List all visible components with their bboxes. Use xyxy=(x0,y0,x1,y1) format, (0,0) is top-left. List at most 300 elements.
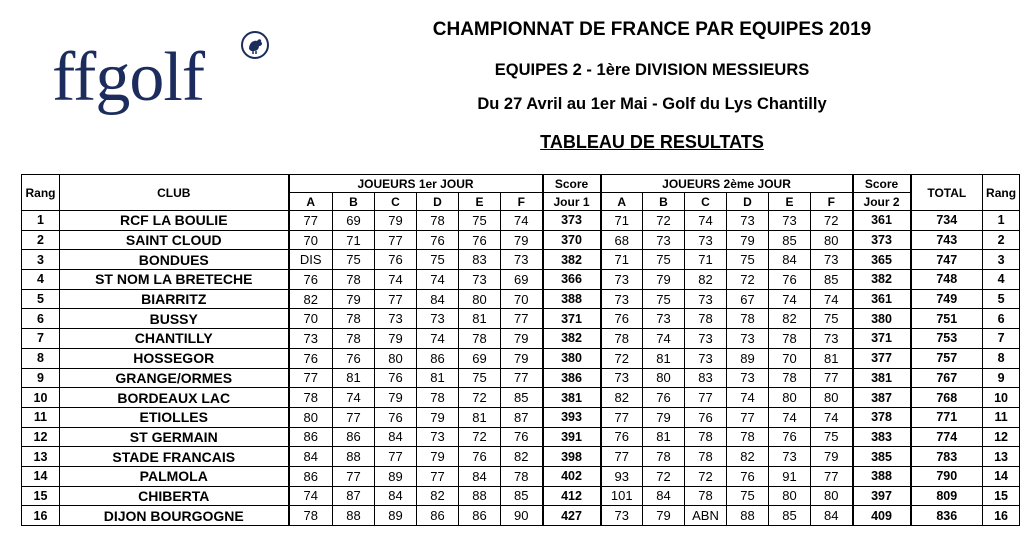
club-cell: CHANTILLY xyxy=(60,329,289,349)
day2-player-a-score: 77 xyxy=(601,447,643,467)
results-table xyxy=(21,174,1020,526)
rank-right-cell: 7 xyxy=(983,329,1020,349)
club-cell: BUSSY xyxy=(60,309,289,329)
player-d-header-day1: D xyxy=(417,193,459,211)
total-cell: 753 xyxy=(911,329,983,349)
club-cell: CHIBERTA xyxy=(60,486,289,506)
day1-player-b-score: 87 xyxy=(333,486,375,506)
day1-player-b-score: 78 xyxy=(333,309,375,329)
score-day1-cell: 388 xyxy=(543,289,601,309)
day1-player-a-score: 76 xyxy=(289,348,333,368)
day1-player-f-score: 87 xyxy=(501,407,543,427)
day1-player-d-score: 73 xyxy=(417,427,459,447)
rank-right-cell: 1 xyxy=(983,211,1020,231)
day1-player-b-score: 79 xyxy=(333,289,375,309)
score-day1-cell: 373 xyxy=(543,211,601,231)
rank-cell: 11 xyxy=(22,407,60,427)
total-cell: 748 xyxy=(911,270,983,290)
rank-right-cell: 4 xyxy=(983,270,1020,290)
day1-player-f-score: 79 xyxy=(501,348,543,368)
day1-player-d-score: 78 xyxy=(417,211,459,231)
table-row xyxy=(22,309,1020,329)
score-day1-cell: 386 xyxy=(543,368,601,388)
day2-player-f-score: 84 xyxy=(811,506,853,526)
table-row xyxy=(22,230,1020,250)
day2-player-f-score: 85 xyxy=(811,270,853,290)
total-cell: 751 xyxy=(911,309,983,329)
score-day1-cell: 380 xyxy=(543,348,601,368)
day2-player-c-score: 78 xyxy=(685,486,727,506)
club-cell: STADE FRANCAIS xyxy=(60,447,289,467)
day2-player-b-score: 78 xyxy=(643,447,685,467)
table-row xyxy=(22,250,1020,270)
day1-player-d-score: 74 xyxy=(417,329,459,349)
score-day2-header-top: Score xyxy=(853,175,911,193)
day2-player-c-score: 78 xyxy=(685,309,727,329)
day1-player-d-score: 81 xyxy=(417,368,459,388)
day2-player-b-score: 75 xyxy=(643,250,685,270)
day1-player-e-score: 88 xyxy=(459,486,501,506)
day2-player-c-score: 77 xyxy=(685,388,727,408)
rank-right-cell: 13 xyxy=(983,447,1020,467)
day2-player-b-score: 81 xyxy=(643,427,685,447)
day1-player-e-score: 72 xyxy=(459,427,501,447)
day1-player-a-score: 77 xyxy=(289,368,333,388)
day2-player-d-score: 73 xyxy=(727,329,769,349)
score-day1-cell: 382 xyxy=(543,329,601,349)
day2-player-e-score: 78 xyxy=(769,329,811,349)
day2-player-e-score: 91 xyxy=(769,466,811,486)
day2-player-c-score: 76 xyxy=(685,407,727,427)
day2-player-d-score: 67 xyxy=(727,289,769,309)
player-e-header-day1: E xyxy=(459,193,501,211)
day1-player-a-score: 86 xyxy=(289,466,333,486)
score-day2-cell: 387 xyxy=(853,388,911,408)
day1-player-f-score: 79 xyxy=(501,329,543,349)
day2-player-a-score: 71 xyxy=(601,211,643,231)
day1-player-e-score: 81 xyxy=(459,407,501,427)
total-cell: 743 xyxy=(911,230,983,250)
day1-player-f-score: 78 xyxy=(501,466,543,486)
day1-player-d-score: 78 xyxy=(417,388,459,408)
player-c-header-day1: C xyxy=(375,193,417,211)
results-body xyxy=(22,211,1020,526)
day1-player-d-score: 86 xyxy=(417,348,459,368)
day2-player-d-score: 78 xyxy=(727,427,769,447)
day2-player-f-score: 80 xyxy=(811,486,853,506)
club-cell: SAINT CLOUD xyxy=(60,230,289,250)
rank-cell: 5 xyxy=(22,289,60,309)
day2-player-b-score: 79 xyxy=(643,407,685,427)
day1-player-b-score: 76 xyxy=(333,348,375,368)
day2-player-a-score: 73 xyxy=(601,506,643,526)
total-cell: 768 xyxy=(911,388,983,408)
day1-player-f-score: 76 xyxy=(501,427,543,447)
day2-player-e-score: 80 xyxy=(769,388,811,408)
rank-cell: 16 xyxy=(22,506,60,526)
club-cell: ST GERMAIN xyxy=(60,427,289,447)
rank-cell: 12 xyxy=(22,427,60,447)
score-day1-cell: 398 xyxy=(543,447,601,467)
day2-player-b-score: 79 xyxy=(643,506,685,526)
day2-player-e-score: 82 xyxy=(769,309,811,329)
score-day2-cell: 365 xyxy=(853,250,911,270)
table-row xyxy=(22,289,1020,309)
day1-player-e-score: 75 xyxy=(459,368,501,388)
total-cell: 734 xyxy=(911,211,983,231)
day1-player-c-score: 89 xyxy=(375,506,417,526)
rank-right-cell: 15 xyxy=(983,486,1020,506)
day2-player-b-score: 76 xyxy=(643,388,685,408)
table-row xyxy=(22,368,1020,388)
day1-player-a-score: 82 xyxy=(289,289,333,309)
table-row xyxy=(22,211,1020,231)
day1-player-d-score: 76 xyxy=(417,230,459,250)
day1-player-a-score: 70 xyxy=(289,309,333,329)
rank-cell: 3 xyxy=(22,250,60,270)
day2-player-a-score: 73 xyxy=(601,289,643,309)
score-day2-cell: 381 xyxy=(853,368,911,388)
rank-cell: 14 xyxy=(22,466,60,486)
day1-player-d-score: 79 xyxy=(417,447,459,467)
day2-player-e-score: 76 xyxy=(769,427,811,447)
rank-cell: 1 xyxy=(22,211,60,231)
day1-player-c-score: 77 xyxy=(375,289,417,309)
day1-player-b-score: 78 xyxy=(333,270,375,290)
table-row xyxy=(22,447,1020,467)
day1-player-a-score: 74 xyxy=(289,486,333,506)
day2-player-c-score: 74 xyxy=(685,211,727,231)
ffgolf-logo xyxy=(52,28,282,128)
club-cell: BORDEAUX LAC xyxy=(60,388,289,408)
day1-player-f-score: 85 xyxy=(501,388,543,408)
total-cell: 836 xyxy=(911,506,983,526)
day2-player-b-score: 84 xyxy=(643,486,685,506)
day1-player-b-score: 74 xyxy=(333,388,375,408)
score-day2-cell: 382 xyxy=(853,270,911,290)
day2-player-c-score: 73 xyxy=(685,230,727,250)
day2-player-f-score: 74 xyxy=(811,407,853,427)
day2-player-e-score: 84 xyxy=(769,250,811,270)
day2-player-b-score: 74 xyxy=(643,329,685,349)
day2-player-a-score: 73 xyxy=(601,270,643,290)
day1-player-c-score: 79 xyxy=(375,388,417,408)
day2-player-d-score: 82 xyxy=(727,447,769,467)
day2-player-e-score: 73 xyxy=(769,447,811,467)
day1-player-b-score: 86 xyxy=(333,427,375,447)
score-day2-cell: 409 xyxy=(853,506,911,526)
day1-player-e-score: 80 xyxy=(459,289,501,309)
score-day1-cell: 412 xyxy=(543,486,601,506)
day1-player-f-score: 74 xyxy=(501,211,543,231)
day1-player-d-score: 79 xyxy=(417,407,459,427)
day2-player-a-score: 73 xyxy=(601,368,643,388)
score-day2-cell: 361 xyxy=(853,289,911,309)
player-f-header-day1: F xyxy=(501,193,543,211)
total-cell: 809 xyxy=(911,486,983,506)
day1-player-b-score: 69 xyxy=(333,211,375,231)
day1-player-b-score: 88 xyxy=(333,447,375,467)
day1-player-a-score: 77 xyxy=(289,211,333,231)
day1-player-a-score: 84 xyxy=(289,447,333,467)
day1-player-c-score: 79 xyxy=(375,211,417,231)
day2-player-e-score: 80 xyxy=(769,486,811,506)
day1-player-d-score: 73 xyxy=(417,309,459,329)
rank-right-cell: 5 xyxy=(983,289,1020,309)
table-row xyxy=(22,506,1020,526)
rank-right-cell: 8 xyxy=(983,348,1020,368)
day1-player-e-score: 73 xyxy=(459,270,501,290)
day2-player-f-score: 80 xyxy=(811,388,853,408)
day2-player-a-score: 82 xyxy=(601,388,643,408)
rank-cell: 6 xyxy=(22,309,60,329)
day2-player-d-score: 74 xyxy=(727,388,769,408)
day1-player-f-score: 79 xyxy=(501,230,543,250)
day1-player-a-score: DIS xyxy=(289,250,333,270)
rank-cell: 15 xyxy=(22,486,60,506)
score-day1-cell: 366 xyxy=(543,270,601,290)
score-day2-cell: 380 xyxy=(853,309,911,329)
table-row xyxy=(22,348,1020,368)
table-row xyxy=(22,427,1020,447)
score-day2-cell: 373 xyxy=(853,230,911,250)
day1-player-a-score: 80 xyxy=(289,407,333,427)
rank-right-cell: 3 xyxy=(983,250,1020,270)
day2-player-a-score: 76 xyxy=(601,309,643,329)
day1-player-b-score: 77 xyxy=(333,466,375,486)
day1-player-e-score: 78 xyxy=(459,329,501,349)
day2-player-d-score: 73 xyxy=(727,368,769,388)
day2-player-f-score: 81 xyxy=(811,348,853,368)
day2-player-e-score: 74 xyxy=(769,407,811,427)
day1-player-f-score: 70 xyxy=(501,289,543,309)
score-day1-cell: 381 xyxy=(543,388,601,408)
logo-wordmark: ffgolf xyxy=(52,39,205,116)
day2-player-a-score: 76 xyxy=(601,427,643,447)
day1-player-d-score: 77 xyxy=(417,466,459,486)
day1-player-c-score: 89 xyxy=(375,466,417,486)
score-day2-cell: 371 xyxy=(853,329,911,349)
day1-player-a-score: 73 xyxy=(289,329,333,349)
day2-player-a-score: 72 xyxy=(601,348,643,368)
rank-cell: 4 xyxy=(22,270,60,290)
table-row xyxy=(22,329,1020,349)
day2-player-c-score: 72 xyxy=(685,466,727,486)
day1-player-c-score: 84 xyxy=(375,427,417,447)
player-d-header-day2: D xyxy=(727,193,769,211)
day1-player-f-score: 90 xyxy=(501,506,543,526)
day2-player-d-score: 79 xyxy=(727,230,769,250)
day1-player-e-score: 86 xyxy=(459,506,501,526)
day2-player-a-score: 78 xyxy=(601,329,643,349)
score-day2-cell: 378 xyxy=(853,407,911,427)
day1-player-c-score: 73 xyxy=(375,309,417,329)
rank-right-cell: 2 xyxy=(983,230,1020,250)
day2-player-d-score: 72 xyxy=(727,270,769,290)
rank-cell: 8 xyxy=(22,348,60,368)
day2-player-c-score: 71 xyxy=(685,250,727,270)
day2-player-c-score: 73 xyxy=(685,329,727,349)
score-day1-cell: 402 xyxy=(543,466,601,486)
day2-player-d-score: 77 xyxy=(727,407,769,427)
player-a-header-day1: A xyxy=(289,193,333,211)
day2-player-c-score: 82 xyxy=(685,270,727,290)
event-dates: Du 27 Avril au 1er Mai - Golf du Lys Chantilly xyxy=(477,95,827,113)
score-day2-cell: 361 xyxy=(853,211,911,231)
rank-right-cell: 11 xyxy=(983,407,1020,427)
club-cell: BONDUES xyxy=(60,250,289,270)
player-c-header-day2: C xyxy=(685,193,727,211)
score-day1-cell: 393 xyxy=(543,407,601,427)
day2-player-b-score: 80 xyxy=(643,368,685,388)
day2-player-a-score: 77 xyxy=(601,407,643,427)
club-cell: PALMOLA xyxy=(60,466,289,486)
rank-cell: 13 xyxy=(22,447,60,467)
day1-player-f-score: 85 xyxy=(501,486,543,506)
player-a-header-day2: A xyxy=(601,193,643,211)
rank-cell: 10 xyxy=(22,388,60,408)
day1-player-f-score: 73 xyxy=(501,250,543,270)
players-day2-header: JOUEURS 2ème JOUR xyxy=(601,175,853,193)
day2-player-d-score: 89 xyxy=(727,348,769,368)
day1-player-e-score: 83 xyxy=(459,250,501,270)
day2-player-b-score: 73 xyxy=(643,309,685,329)
day2-player-d-score: 88 xyxy=(727,506,769,526)
table-row xyxy=(22,388,1020,408)
day1-player-b-score: 78 xyxy=(333,329,375,349)
day2-player-d-score: 75 xyxy=(727,250,769,270)
score-day2-cell: 385 xyxy=(853,447,911,467)
day2-player-b-score: 81 xyxy=(643,348,685,368)
day2-player-e-score: 73 xyxy=(769,211,811,231)
day1-player-e-score: 84 xyxy=(459,466,501,486)
club-cell: ETIOLLES xyxy=(60,407,289,427)
day2-player-a-score: 93 xyxy=(601,466,643,486)
day2-player-f-score: 73 xyxy=(811,250,853,270)
player-b-header-day1: B xyxy=(333,193,375,211)
rank-right-header: Rang xyxy=(983,175,1020,211)
day2-player-f-score: 74 xyxy=(811,289,853,309)
day2-player-b-score: 75 xyxy=(643,289,685,309)
table-row xyxy=(22,486,1020,506)
day2-player-e-score: 74 xyxy=(769,289,811,309)
club-cell: HOSSEGOR xyxy=(60,348,289,368)
rank-right-cell: 9 xyxy=(983,368,1020,388)
table-row xyxy=(22,466,1020,486)
day1-player-d-score: 74 xyxy=(417,270,459,290)
total-cell: 771 xyxy=(911,407,983,427)
day1-player-d-score: 86 xyxy=(417,506,459,526)
day2-player-d-score: 73 xyxy=(727,211,769,231)
day1-player-c-score: 77 xyxy=(375,447,417,467)
day2-player-f-score: 79 xyxy=(811,447,853,467)
day1-player-b-score: 77 xyxy=(333,407,375,427)
score-day2-cell: 377 xyxy=(853,348,911,368)
day1-player-f-score: 77 xyxy=(501,368,543,388)
day1-player-d-score: 75 xyxy=(417,250,459,270)
day1-player-c-score: 76 xyxy=(375,368,417,388)
club-cell: BIARRITZ xyxy=(60,289,289,309)
day2-player-e-score: 85 xyxy=(769,506,811,526)
player-f-header-day2: F xyxy=(811,193,853,211)
day1-player-b-score: 75 xyxy=(333,250,375,270)
score-day1-cell: 427 xyxy=(543,506,601,526)
day1-player-a-score: 76 xyxy=(289,270,333,290)
day2-player-f-score: 80 xyxy=(811,230,853,250)
club-cell: DIJON BOURGOGNE xyxy=(60,506,289,526)
score-day2-cell: 397 xyxy=(853,486,911,506)
club-cell: GRANGE/ORMES xyxy=(60,368,289,388)
score-day1-cell: 382 xyxy=(543,250,601,270)
day2-player-b-score: 72 xyxy=(643,211,685,231)
day1-player-d-score: 82 xyxy=(417,486,459,506)
total-cell: 757 xyxy=(911,348,983,368)
day2-player-b-score: 79 xyxy=(643,270,685,290)
rank-cell: 7 xyxy=(22,329,60,349)
day1-player-a-score: 70 xyxy=(289,230,333,250)
day1-player-f-score: 69 xyxy=(501,270,543,290)
day1-player-e-score: 69 xyxy=(459,348,501,368)
total-cell: 790 xyxy=(911,466,983,486)
rank-header: Rang xyxy=(22,175,60,211)
day1-player-d-score: 84 xyxy=(417,289,459,309)
day1-player-e-score: 75 xyxy=(459,211,501,231)
total-cell: 774 xyxy=(911,427,983,447)
day2-player-f-score: 77 xyxy=(811,466,853,486)
day2-player-a-score: 68 xyxy=(601,230,643,250)
day1-player-c-score: 76 xyxy=(375,407,417,427)
table-title: TABLEAU DE RESULTATS xyxy=(540,132,764,152)
score-day2-cell: 383 xyxy=(853,427,911,447)
day1-player-a-score: 78 xyxy=(289,506,333,526)
day2-player-c-score: 83 xyxy=(685,368,727,388)
day2-player-d-score: 76 xyxy=(727,466,769,486)
rank-cell: 2 xyxy=(22,230,60,250)
day1-player-b-score: 88 xyxy=(333,506,375,526)
day1-player-e-score: 81 xyxy=(459,309,501,329)
score-day2-header: Jour 2 xyxy=(853,193,911,211)
total-header: TOTAL xyxy=(911,175,983,211)
club-cell: ST NOM LA BRETECHE xyxy=(60,270,289,290)
day1-player-f-score: 82 xyxy=(501,447,543,467)
players-day1-header: JOUEURS 1er JOUR xyxy=(289,175,543,193)
day1-player-c-score: 77 xyxy=(375,230,417,250)
day2-player-e-score: 85 xyxy=(769,230,811,250)
score-day2-cell: 388 xyxy=(853,466,911,486)
score-day1-header-top: Score xyxy=(543,175,601,193)
table-row xyxy=(22,407,1020,427)
day2-player-b-score: 73 xyxy=(643,230,685,250)
day2-player-c-score: ABN xyxy=(685,506,727,526)
day1-player-e-score: 76 xyxy=(459,230,501,250)
day2-player-e-score: 78 xyxy=(769,368,811,388)
player-e-header-day2: E xyxy=(769,193,811,211)
day1-player-b-score: 81 xyxy=(333,368,375,388)
score-day1-cell: 371 xyxy=(543,309,601,329)
rank-right-cell: 6 xyxy=(983,309,1020,329)
day2-player-f-score: 73 xyxy=(811,329,853,349)
total-cell: 747 xyxy=(911,250,983,270)
day2-player-a-score: 101 xyxy=(601,486,643,506)
day1-player-c-score: 84 xyxy=(375,486,417,506)
club-cell: RCF LA BOULIE xyxy=(60,211,289,231)
day1-player-c-score: 74 xyxy=(375,270,417,290)
day1-player-c-score: 80 xyxy=(375,348,417,368)
rooster-icon xyxy=(240,30,270,60)
rank-right-cell: 12 xyxy=(983,427,1020,447)
day2-player-e-score: 76 xyxy=(769,270,811,290)
day2-player-f-score: 75 xyxy=(811,309,853,329)
